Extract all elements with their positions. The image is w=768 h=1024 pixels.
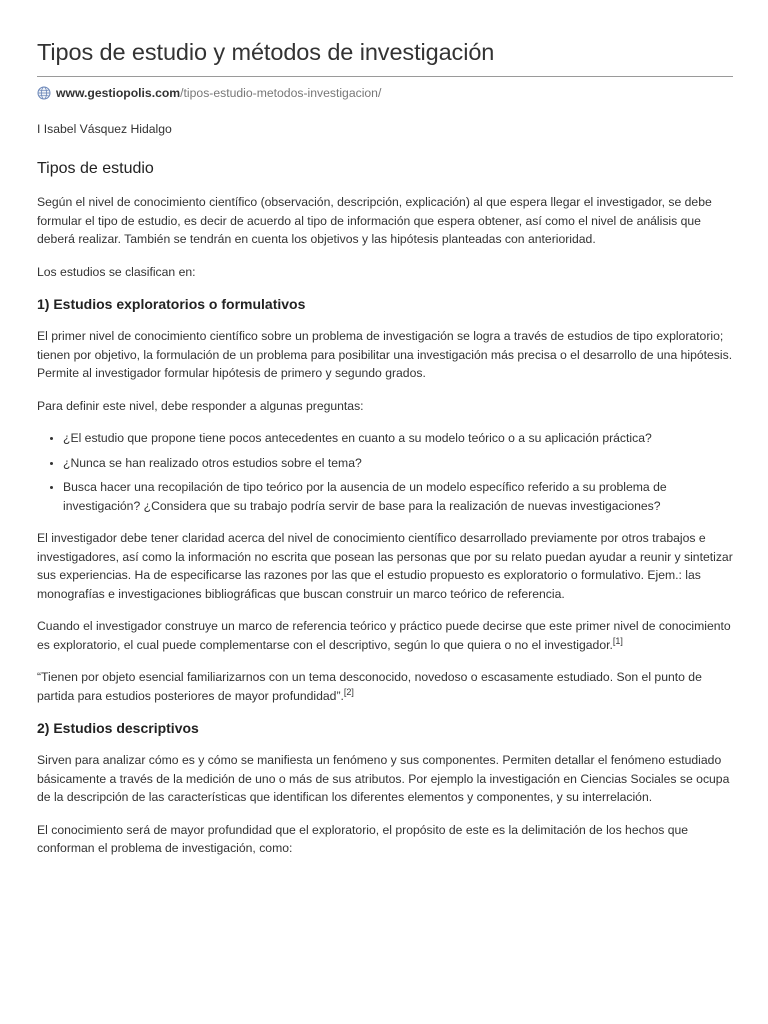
questions-list: [37, 429, 733, 515]
page-title: Tipos de estudio y métodos de investigación: [37, 39, 495, 65]
source-link[interactable]: [37, 84, 740, 102]
source-domain[interactable]: www.gestiopolis.com: [56, 86, 181, 100]
title-divider: [37, 76, 733, 77]
exploratory-paragraph-3: El investigador debe tener claridad acerca del nivel de conocimiento científico desarrollado previamente por otros trabajos e investigadores, así como la información no escrita que posean las personas que por su relato puedan ayudar a reunir y sintetizar sus experiencias. Ha de especificarse las razones por las que el estudio propuesto es exploratorio o formulativo. Ejem.: las monografías e investigaciones bibliográficas que buscan construir un marco teórico de referencia.: [37, 531, 733, 601]
heading-descriptivos: 2) Estudios descriptivos: [37, 720, 199, 736]
section-heading-tipos: Tipos de estudio: [37, 160, 154, 177]
exploratory-quote: [37, 668, 733, 705]
intro-paragraph: Según el nivel de conocimiento científico (observación, descripción, explicación) al que espera llegar el investigador, se debe formular el tipo de estudio, es decir de acuerdo al tipo de información que espera obtener, así como el nivel de análisis que deberá realizar. También se tendrán en cuenta los objetivos y las hipótesis planteadas con anterioridad.: [37, 195, 712, 246]
list-item: ¿Nunca se han realizado otros estudios sobre el tema?: [63, 454, 733, 473]
footnote-ref-1[interactable]: [1]: [612, 635, 623, 646]
exploratory-paragraph-4-text: Cuando el investigador construye un marco de referencia teórico y práctico puede decirse que este primer nivel de conocimiento es exploratorio, el cual puede complementarse con el descriptivo, según lo que quiera o no el investigador.: [37, 619, 731, 652]
exploratory-paragraph-2: Para definir este nivel, debe responder a algunas preguntas:: [37, 398, 364, 413]
exploratory-quote-text: “Tienen por objeto esencial familiarizarnos con un tema desconocido, novedoso o escasamente estudiado. Son el punto de partida para estudios posteriores de mayor profundidad”.: [37, 670, 702, 703]
exploratory-paragraph-1: El primer nivel de conocimiento científico sobre un problema de investigación se logra a través de estudios de tipo exploratorio; tienen por objetivo, la formulación de un problema para posibilitar una investigación más precisa o el desarrollo de una hipótesis. Permite al investigador formular hipótesis de primero y segundo grados.: [37, 329, 733, 380]
list-item: ¿El estudio que propone tiene pocos antecedentes en cuanto a su modelo teórico o a su aplicación práctica?: [63, 429, 733, 448]
list-item: Busca hacer una recopilación de tipo teórico por la ausencia de un modelo específico referido a su problema de investigación? ¿Considera que su trabajo podría servir de base para la realización de nuevas investigaciones?: [63, 478, 733, 515]
exploratory-paragraph-4: [37, 617, 733, 654]
heading-exploratorios: 1) Estudios exploratorios o formulativos: [37, 296, 306, 312]
descriptive-paragraph-2: El conocimiento será de mayor profundidad que el exploratorio, el propósito de este es la delimitación de los hechos que conforman el problema de investigación, como:: [37, 822, 689, 855]
classify-paragraph: Los estudios se clasifican en:: [37, 264, 196, 279]
descriptive-paragraph-1: Sirven para analizar cómo es y cómo se manifiesta un fenómeno y sus componentes. Permiten detallar el fenómeno estudiado básicamente a través de la medición de uno o más de sus atributos. Por ejemplo la investigación en Ciencias Sociales se ocupa de la descripción de las características que identifican los diferentes elementos y componentes, y su interrelación.: [37, 753, 730, 804]
globe-icon: [37, 86, 51, 100]
author-line: I Isabel Vásquez Hidalgo: [37, 122, 172, 136]
footnote-ref-2[interactable]: [2]: [343, 686, 354, 697]
source-path[interactable]: /tipos-estudio-metodos-investigacion/: [180, 86, 382, 100]
